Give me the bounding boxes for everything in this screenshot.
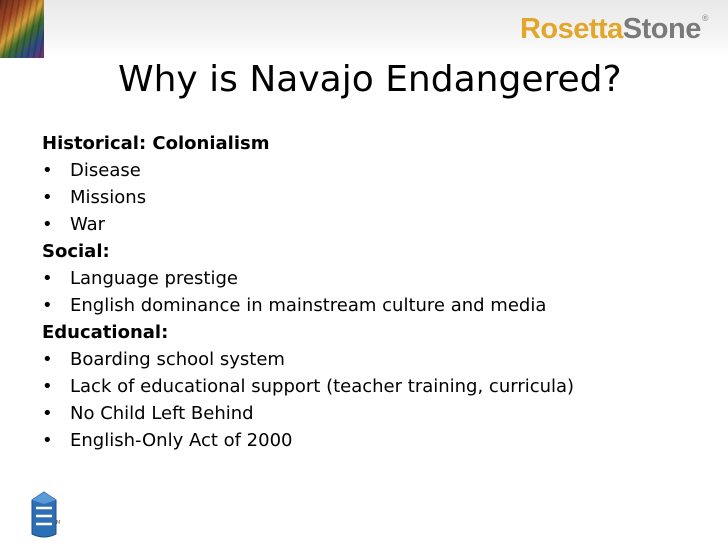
corner-decorative-image xyxy=(0,0,44,58)
bullet-icon: • xyxy=(42,376,53,397)
slide-title: Why is Navajo Endangered? xyxy=(118,59,622,100)
bullet-icon: • xyxy=(42,214,53,235)
list-item xyxy=(42,184,702,211)
bullet-icon: • xyxy=(42,430,53,451)
list-item-text: Boarding school system xyxy=(70,349,285,370)
logo-registered-mark: ® xyxy=(701,13,708,23)
bullet-icon: • xyxy=(42,403,53,424)
list-item-text: No Child Left Behind xyxy=(70,403,254,424)
stone-logo-graphic xyxy=(30,490,61,540)
list-item xyxy=(42,265,702,292)
slide-content xyxy=(42,130,702,454)
bullet-icon: • xyxy=(42,268,53,289)
bullet-icon: • xyxy=(42,160,53,181)
rosetta-stone-logo xyxy=(520,13,708,46)
list-item-text: English-Only Act of 2000 xyxy=(70,430,293,451)
bullet-icon: • xyxy=(42,349,53,370)
list-item xyxy=(42,373,702,400)
list-item xyxy=(42,157,702,184)
section-heading-educational: Educational: xyxy=(42,322,169,343)
list-item-text: Lack of educational support (teacher training, curricula) xyxy=(70,376,575,397)
list-item-text: Disease xyxy=(70,160,141,181)
section-heading-historical: Historical: Colonialism xyxy=(42,133,270,154)
stone-logo-icon xyxy=(30,490,61,540)
list-item-text: War xyxy=(70,214,106,235)
trademark-label: TM xyxy=(53,520,61,526)
list-item xyxy=(42,400,702,427)
list-item-text: Language prestige xyxy=(70,268,238,289)
list-item-text: English dominance in mainstream culture and media xyxy=(70,295,547,316)
logo-text-stone: Stone xyxy=(622,13,701,45)
list-item xyxy=(42,427,702,454)
list-item xyxy=(42,346,702,373)
bullet-icon: • xyxy=(42,295,53,316)
logo-text-rosetta: Rosetta xyxy=(519,13,623,45)
list-item xyxy=(42,211,702,238)
section-heading-social: Social: xyxy=(42,241,110,262)
list-item xyxy=(42,292,702,319)
bullet-icon: • xyxy=(42,187,53,208)
list-item-text: Missions xyxy=(70,187,147,208)
